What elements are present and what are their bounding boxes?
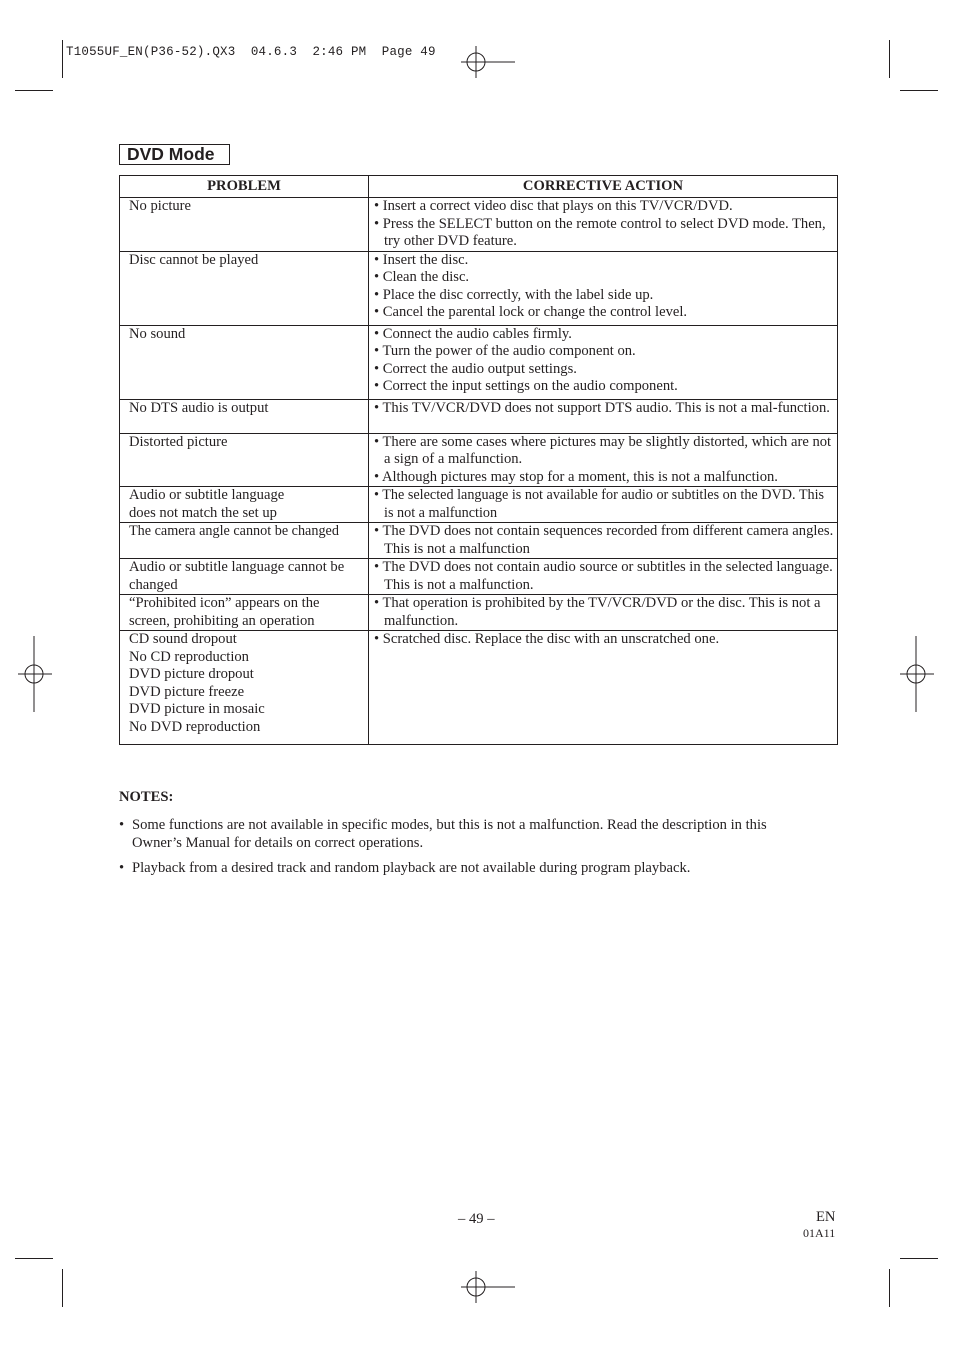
note-item: • Playback from a desired track and random playback are not available during program playback. bbox=[119, 860, 691, 876]
table-row bbox=[120, 198, 838, 252]
problem-cell: No sound bbox=[120, 325, 369, 399]
problem-cell: CD sound dropout No CD reproduction DVD picture dropout DVD picture freeze DVD picture in mosaic No DVD reproduction bbox=[120, 631, 369, 745]
registration-mark-icon bbox=[898, 636, 938, 712]
action-cell: • The selected language is not available for audio or subtitles on the DVD. This is not a malfunction bbox=[369, 487, 838, 523]
table-header-row bbox=[120, 176, 838, 198]
table-row bbox=[120, 631, 838, 745]
table-row bbox=[120, 251, 838, 325]
table-row bbox=[120, 325, 838, 399]
note-item: • Some functions are not available in specific modes, but this is not a malfunction. Read the description in this Owner’s Manual for details on correct operations. bbox=[119, 817, 767, 851]
action-cell: • The DVD does not contain sequences recorded from different camera angles. This is not a malfunction bbox=[369, 523, 838, 559]
table-row bbox=[120, 433, 838, 487]
printer-slug: T1055UF_EN(P36-52).QX3 04.6.3 2:46 PM Page 49 bbox=[66, 45, 436, 59]
action-cell: • There are some cases where pictures may be slightly distorted, which are not a sign of a malfunction. • Although pictures may stop for a moment, this is not a malfunction. bbox=[369, 433, 838, 487]
problem-cell: Audio or subtitle language cannot be changed bbox=[120, 559, 369, 595]
notes-heading: NOTES: bbox=[119, 789, 174, 805]
action-cell: • Insert a correct video disc that plays on this TV/VCR/DVD. • Press the SELECT button on the remote control to select DVD mode. Then, try other DVD feature. bbox=[369, 198, 838, 252]
registration-mark-icon bbox=[14, 636, 54, 712]
problem-cell: Disc cannot be played bbox=[120, 251, 369, 325]
problem-header: PROBLEM bbox=[120, 176, 369, 198]
action-cell: • Connect the audio cables firmly. • Turn the power of the audio component on. • Correct the audio output settings. • Correct the input settings on the audio component. bbox=[369, 325, 838, 399]
problem-cell: Audio or subtitle language does not match the set up bbox=[120, 487, 369, 523]
registration-mark-icon bbox=[461, 46, 521, 78]
bullet-icon: • bbox=[119, 860, 125, 876]
action-cell: • Scratched disc. Replace the disc with an unscratched one. bbox=[369, 631, 838, 745]
action-cell: • Insert the disc. • Clean the disc. • Place the disc correctly, with the label side up. • Cancel the parental lock or change the control level. bbox=[369, 251, 838, 325]
problem-cell: Distorted picture bbox=[120, 433, 369, 487]
document-code: 01A11 bbox=[803, 1226, 836, 1240]
corrective-action-header: CORRECTIVE ACTION bbox=[369, 176, 838, 198]
action-cell: • The DVD does not contain audio source or subtitles in the selected language. This is not a malfunction. bbox=[369, 559, 838, 595]
problem-cell: The camera angle cannot be changed bbox=[120, 523, 369, 559]
troubleshooting-table bbox=[119, 175, 838, 745]
action-cell: • This TV/VCR/DVD does not support DTS audio. This is not a mal-function. bbox=[369, 399, 838, 433]
problem-cell: No DTS audio is output bbox=[120, 399, 369, 433]
language-code: EN bbox=[816, 1209, 836, 1225]
section-title: DVD Mode bbox=[119, 144, 230, 165]
table-row bbox=[120, 559, 838, 595]
problem-cell: No picture bbox=[120, 198, 369, 252]
problem-cell: “Prohibited icon” appears on the screen, prohibiting an operation bbox=[120, 595, 369, 631]
bullet-icon: • bbox=[119, 817, 125, 833]
registration-mark-icon bbox=[461, 1271, 521, 1303]
table-row bbox=[120, 595, 838, 631]
table-row bbox=[120, 487, 838, 523]
table-row bbox=[120, 523, 838, 559]
table-row bbox=[120, 399, 838, 433]
page-number: – 49 – bbox=[458, 1211, 495, 1227]
action-cell: • That operation is prohibited by the TV/VCR/DVD or the disc. This is not a malfunction. bbox=[369, 595, 838, 631]
